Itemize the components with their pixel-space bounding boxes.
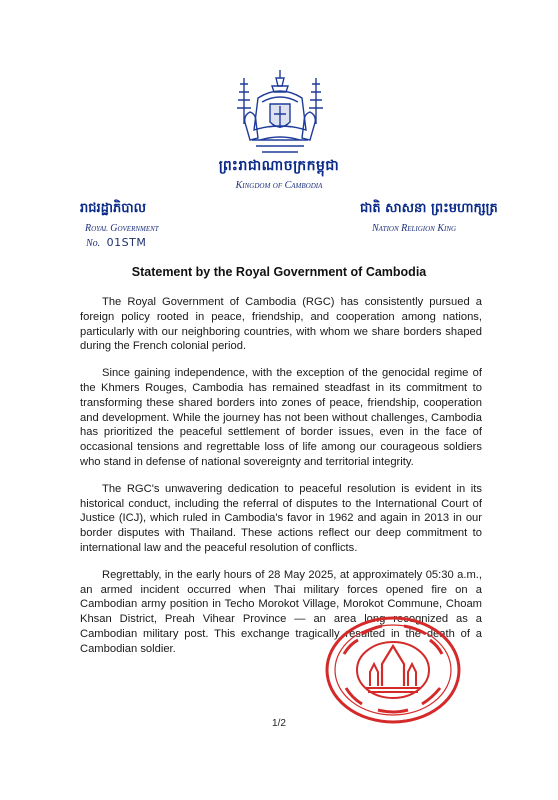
reference-value: 01STM	[106, 236, 147, 249]
reference-label: No.	[86, 238, 101, 249]
paragraph: Since gaining independence, with the exception of the genocidal regime of the Khmers Rouges, Cambodia has remained steadfast in its commitment to transforming these shared borders into zones of peace, friendship, cooperation and development. While the journey has not been without challenges, Cambodia has prioritized the peaceful settlement of border issues, even in the face of occasional tensions and regrettable loss of life among our courageous soldiers who stand in defense of national sovereignty and territorial integrity.	[80, 367, 482, 468]
motto-english: Nation Religion King	[372, 223, 457, 234]
government-name-english: Royal Government	[85, 223, 159, 234]
paragraph: Regrettably, in the early hours of 28 May 2025, at approximately 05:30 a.m., an armed incident occurred when Thai military forces opened fire on a Cambodian army position in Techo Morokot Village, Morokot Commune, Choam Khsan District, Preah Vihear Province — an area long recognized as a Cambodian military post. This exchange tragically resulted in the death of a Cambodian soldier.	[80, 568, 482, 655]
document-title: Statement by the Royal Government of Cambodia	[131, 265, 427, 279]
paragraph: The Royal Government of Cambodia (RGC) has consistently pursued a foreign policy rooted in peace, friendship, and cooperation among nations, particularly with our neighboring countries, with whom we share borders shaped during the French colonial period.	[80, 296, 482, 353]
kingdom-name-english: Kingdom of Cambodia	[235, 180, 323, 191]
government-name-khmer: រាជរដ្ឋាភិបាល	[80, 201, 147, 216]
statement-body	[80, 295, 482, 669]
kingdom-name-khmer: ព្រះរាជាណាចក្រកម្ពុជា	[218, 158, 340, 174]
page-number: 1/2	[272, 718, 286, 729]
paragraph: The RGC's unwavering dedication to peaceful resolution is evident in its historical conduct, including the referral of disputes to the International Court of Justice (ICJ), which ruled in Cambodia's favor in 1962 and again in 2013 in our border disputes with Thailand. These actions reflect our deep commitment to international law and the peaceful resolution of conflicts.	[80, 482, 482, 554]
motto-khmer: ជាតិ សាសនា ព្រះមហាក្សត្រ	[360, 201, 498, 216]
royal-coat-of-arms-icon	[232, 68, 328, 158]
reference-number	[86, 236, 146, 249]
official-seal-icon	[322, 614, 464, 726]
